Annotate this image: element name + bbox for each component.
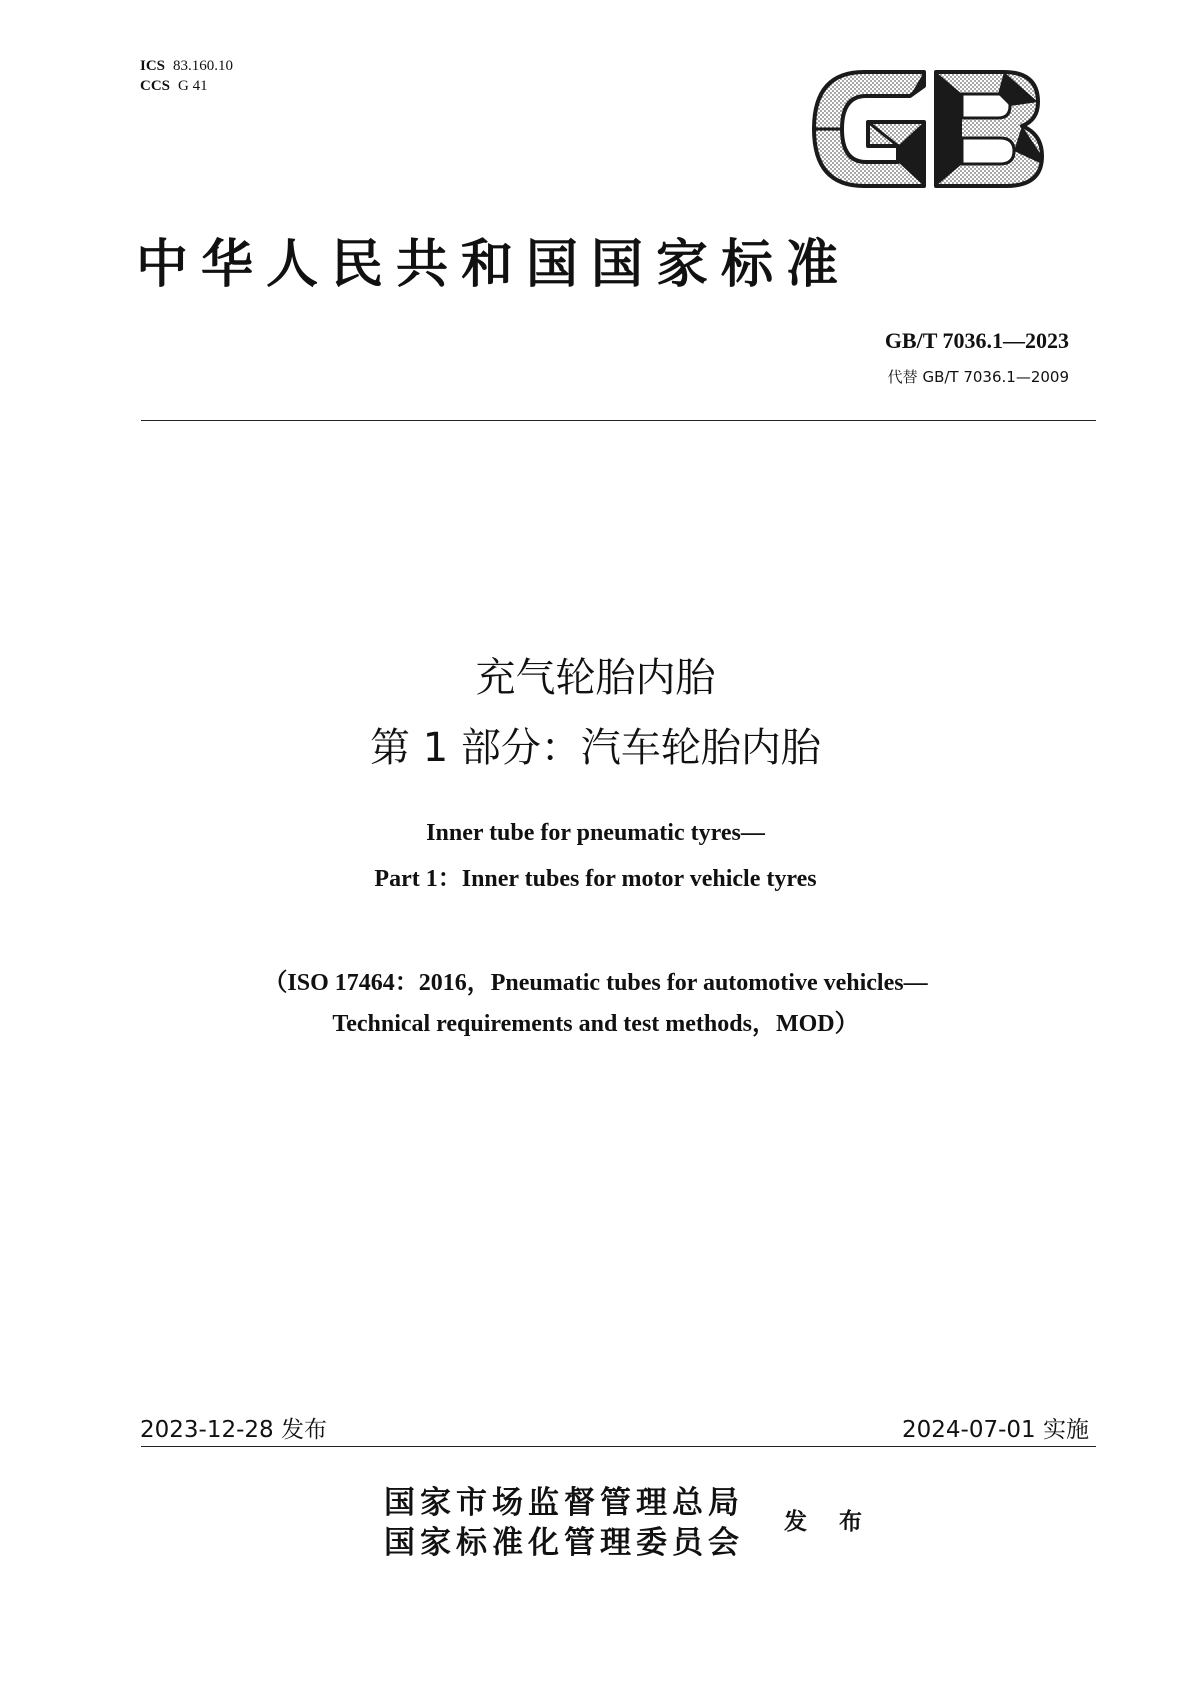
ics-line — [140, 56, 233, 76]
issue-date: 2023-12-28 发布 — [140, 1417, 327, 1443]
issuing-authorities — [384, 1483, 744, 1563]
ccs-line — [140, 76, 233, 96]
header-divider — [141, 420, 1096, 421]
gb-logo — [806, 64, 1046, 194]
national-standard-title: 中华人民共和国国家标准 — [136, 234, 852, 295]
classification-codes — [140, 56, 233, 96]
footer-divider — [141, 1446, 1096, 1447]
iso-reference-line1: （ISO 17464：2016，Pneumatic tubes for automotive vehicles— — [263, 970, 928, 996]
issuer-line1: 国家市场监督管理总局 — [384, 1485, 744, 1521]
standard-number: GB/T 7036.1—2023 — [884, 328, 1069, 353]
implementation-date: 2024-07-01 实施 — [902, 1417, 1089, 1443]
iso-reference-line2: Technical requirements and test methods，MOD） — [332, 1011, 859, 1037]
title-en-line1: Inner tube for pneumatic tyres— — [426, 820, 765, 846]
ics-label: ICS — [140, 58, 166, 74]
replaces-standard: 代替 GB/T 7036.1—2009 — [887, 368, 1069, 386]
issuer-line2: 国家标准化管理委员会 — [384, 1525, 744, 1561]
ccs-value: G 41 — [178, 78, 208, 94]
ccs-label: CCS — [140, 78, 171, 94]
ics-value: 83.160.10 — [173, 58, 234, 74]
title-cn-line2: 第 1 部分：汽车轮胎内胎 — [370, 725, 821, 771]
title-cn-line1: 充气轮胎内胎 — [475, 655, 716, 701]
issue-verb: 发 布 — [784, 1508, 875, 1535]
title-en-line2: Part 1：Inner tubes for motor vehicle tyres — [374, 866, 817, 892]
